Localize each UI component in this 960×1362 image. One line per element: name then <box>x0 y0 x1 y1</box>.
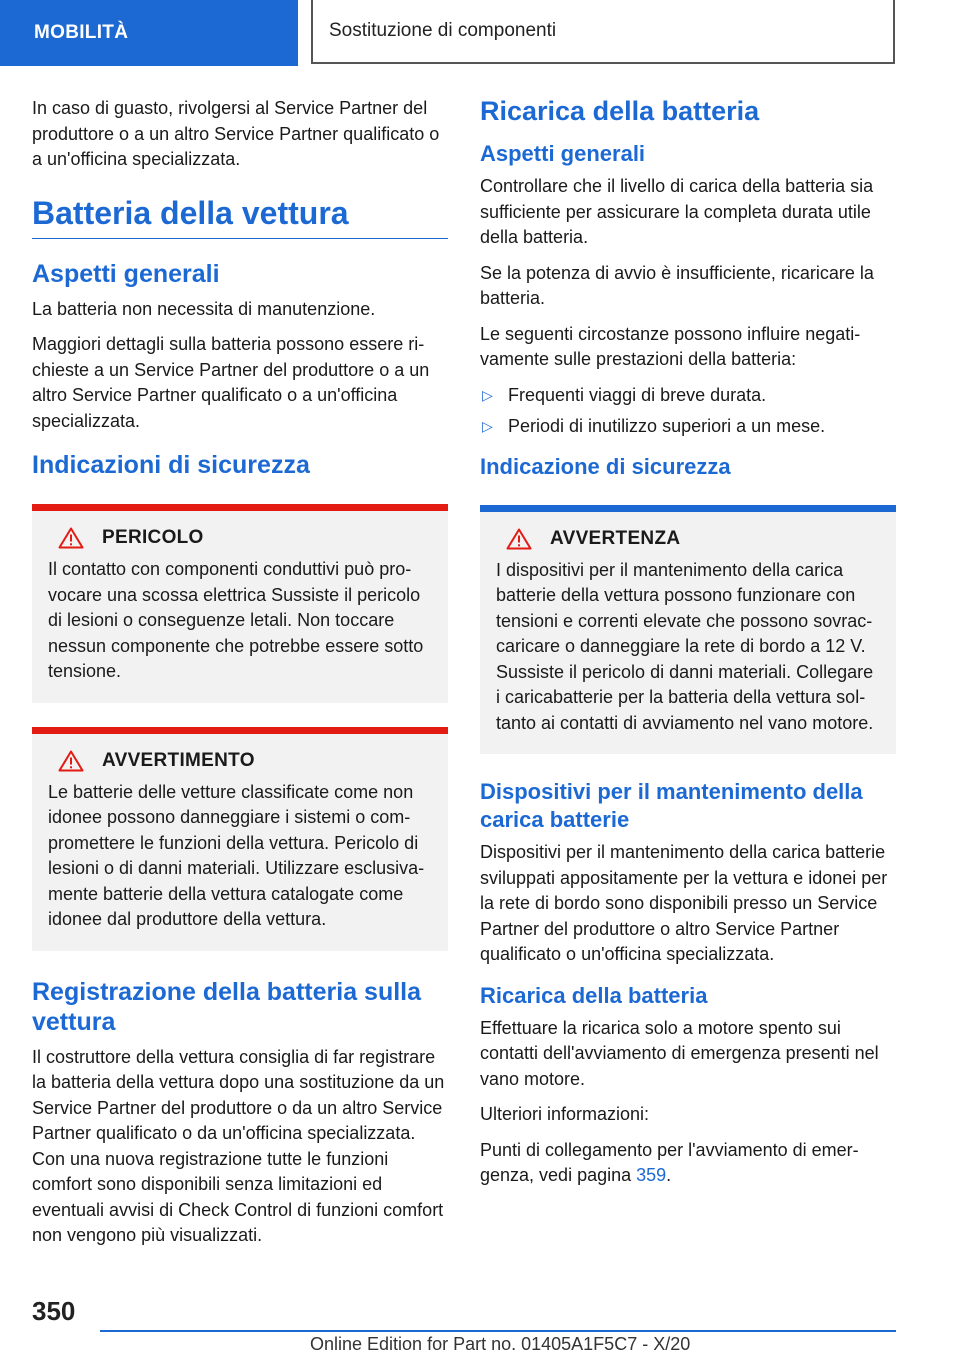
charging-paragraph-2: Se la potenza di avvio è insufficiente, ricaricare la batteria. <box>480 262 874 308</box>
reference-paragraph: Punti di collegamento per l'avviamento di emergenza, vedi pagina 359. <box>480 1139 859 1185</box>
chapter-title: Sostituzione di componenti <box>311 0 895 64</box>
subheading-safety: Indicazioni di sicurezza <box>32 451 310 479</box>
general-paragraph-1: La batteria non necessita di manutenzione. <box>32 298 376 319</box>
subheading-registration: Registrazione della batteria sulla vettura <box>32 977 422 1036</box>
warning-triangle-icon <box>58 527 84 549</box>
subheading-general: Aspetti generali <box>32 259 220 288</box>
warning-triangle-icon <box>506 528 532 550</box>
footer-divider <box>100 1330 896 1332</box>
subheading-charging: Ricarica della batteria <box>480 982 708 1008</box>
charging-paragraph-3: Le seguenti circostanze possono influire negativamente sulle prestazioni della batteria: <box>480 323 861 369</box>
section-heading-vehicle-battery: Batteria della vettura <box>32 195 448 239</box>
subheading-maintainers: Dispositivi per il mantenimento della carica batterie <box>480 779 863 832</box>
edition-footer: Online Edition for Part no. 01405A1F5C7 - X/20 <box>310 1334 691 1354</box>
circumstances-list <box>480 383 896 439</box>
page-header <box>0 0 960 66</box>
list-item: ▷ Periodi di inutilizzo superiori a un mese. <box>480 414 896 439</box>
warning-box <box>32 727 448 951</box>
registration-paragraph: Il costruttore della vettura consiglia di far registrare la batteria della vettura dopo una sostituzione da un Service Partner del produttore o da un altro Service Partner qualificato o da un'officina specializzata. Con una nuova registrazione tutte le funzioni comfort sono disponibili senza limitazioni ed eventuali avvisi di Check Control di funzioni comfort non vengono più visualizzati. <box>32 1046 445 1245</box>
right-column <box>480 96 896 1199</box>
triangle-bullet-icon: ▷ <box>482 386 493 403</box>
intro-paragraph: In caso di guasto, rivolgersi al Service Partner del produttore o a un altro Service Partner qualificato o a un'officina specializzata. <box>32 98 440 169</box>
charging-paragraph-1: Controllare che il livello di carica della batteria sia sufficiente per assicurare la completa durata utile della batteria. <box>480 176 874 247</box>
list-item: ▷ Frequenti viaggi di breve durata. <box>480 383 896 408</box>
warning-text: Le batterie delle vetture classificate come non idonee possono danneggiare i sistemi o compromettere le funzioni della vettura. Pericolo di lesioni o di danni materiali. Utilizzare esclusivamente batterie della vettura catalogate come idonee dal produttore della vettura. <box>48 781 425 929</box>
subheading-general: Aspetti generali <box>480 141 646 166</box>
maintainers-paragraph: Dispositivi per il mantenimento della carica batterie sviluppati appositamente per la vettura e idonei per la rete di bordo sono disponibili presso un Service Partner del produttore o altro Service Partner qualificato o un'officina specializzata. <box>480 842 888 964</box>
more-info-label: Ulteriori informazioni: <box>480 1104 650 1124</box>
triangle-bullet-icon: ▷ <box>482 417 493 434</box>
warning-title: AVVERTIMENTO <box>102 749 255 771</box>
subheading-safety: Indicazione di sicurezza <box>480 453 731 479</box>
danger-text: Il contatto con componenti conduttivi può provocare una scossa elettrica Sussiste il pericolo di lesioni o conseguenze letali. Non toccare nessun componente che potrebbe essere sotto tensione. <box>48 559 424 681</box>
notice-box <box>480 505 896 755</box>
charging-instructions: Effettuare la ricarica solo a motore spento sui contatti dell'avviamento di emergenza presenti nel vano motore. <box>480 1017 879 1089</box>
danger-box <box>32 504 448 703</box>
page-reference-link[interactable]: 359 <box>636 1165 667 1185</box>
left-column <box>32 96 448 1259</box>
page-number: 350 <box>32 1296 76 1326</box>
danger-title: PERICOLO <box>102 527 204 548</box>
section-tab: MOBILITÀ <box>0 0 298 66</box>
notice-text: I dispositivi per il mantenimento della carica batterie della vettura possono funzionare con tensioni e correnti elevate che possono sovraccaricare o danneggiare la rete di bordo a 12 V. Sussiste il pericolo di danni materiali. Collegare i caricabatterie per la batteria della vettura soltanto ai contatti di avviamento nel vano motore. <box>496 559 874 733</box>
general-paragraph-2: Maggiori dettagli sulla batteria possono essere richieste a un Service Partner del produttore o a un altro Service Partner qualificato o a un'officina specializzata. <box>32 334 430 431</box>
warning-triangle-icon <box>58 750 84 772</box>
section-heading-charging: Ricarica della batteria <box>480 96 760 126</box>
notice-title: AVVERTENZA <box>550 527 681 549</box>
